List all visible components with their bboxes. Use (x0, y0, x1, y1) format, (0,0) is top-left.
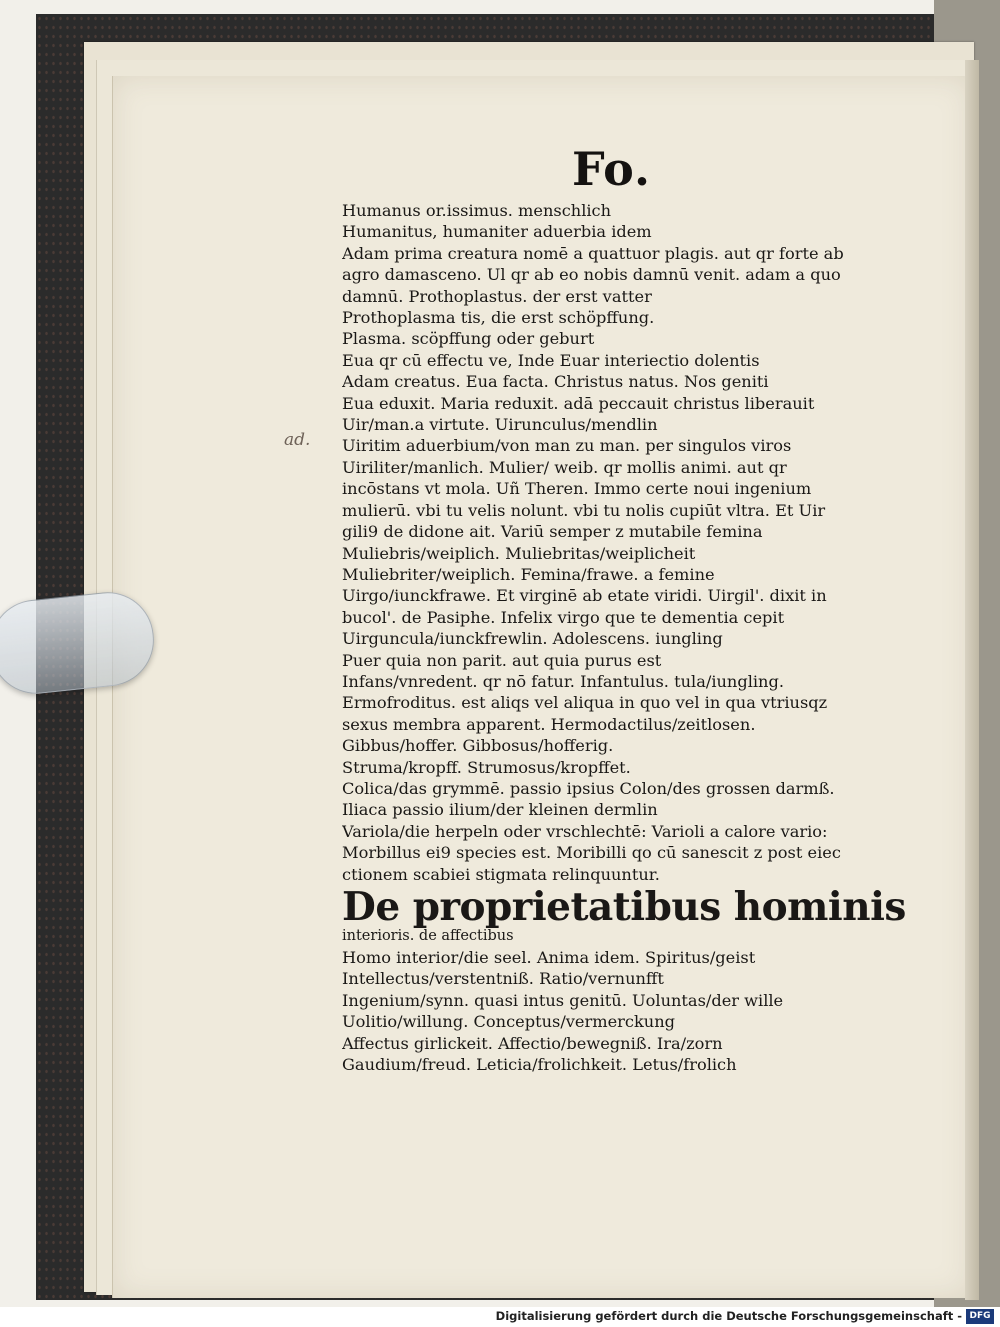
text-line: Prothoplasma tis, die erst schöpffung. (342, 308, 655, 328)
text-line: Adam prima creatura nomē a quattuor plagis. aut qr forte ab (342, 243, 844, 263)
section-heading: De proprietatibus hominis (342, 884, 906, 930)
text-line: Uolitio/willung. Conceptus/vermerckung (342, 1012, 675, 1032)
text-line: Infans/vnredent. qr nō fatur. Infantulus. tula/iungling. (342, 671, 784, 691)
text-line: Iliaca passio ilium/der kleinen dermlin (342, 800, 658, 820)
text-line: Eua qr cū effectu ve, Inde Euar interiectio dolentis (342, 350, 760, 370)
text-line: Affectus girlickeit. Affectio/bewegniß. Ira/zorn (342, 1033, 723, 1053)
text-block (342, 200, 906, 1075)
text-line: Uiritim aduerbium/von man zu man. per singulos viros (342, 436, 792, 456)
text-line: Ingenium/synn. quasi intus genitū. Uoluntas/der wille (342, 990, 784, 1010)
text-line: ctionem scabiei stigmata relinquuntur. (342, 864, 660, 884)
text-line: Humanus or.issimus. menschlich (342, 201, 612, 220)
text-line: bucol'. de Pasiphe. Infelix virgo que te dementia cepit (342, 607, 785, 627)
text-line: gili9 de didone ait. Variū semper z mutabile femina (342, 522, 763, 542)
section-subheading: interioris. de affectibus (342, 928, 514, 944)
text-line: damnū. Prothoplastus. der erst vatter (342, 286, 652, 306)
page-edge (965, 60, 979, 1300)
text-line: Puer quia non parit. aut quia purus est (342, 650, 662, 670)
text-line: Uirgo/iunckfrawe. Et virginē ab etate viridi. Uirgil'. dixit in (342, 586, 827, 606)
text-line: Uir/man.a virtute. Uirunculus/mendlin (342, 415, 658, 435)
folio-header: Fo. (572, 142, 652, 196)
footer-bar (0, 1307, 1000, 1327)
text-line: Uirguncula/iunckfrewlin. Adolescens. iungling (342, 629, 723, 649)
text-line: Gibbus/hoffer. Gibbosus/hofferig. (342, 736, 614, 756)
text-line: Ermofroditus. est aliqs vel aliqua in quo vel in qua vtriusqz (342, 693, 828, 713)
text-line: Plasma. scöpffung oder geburt (342, 329, 595, 349)
text-line: mulierū. vbi tu velis nolunt. vbi tu nolis cupiūt vltra. Et Uir (342, 500, 826, 520)
text-line: incōstans vt mola. Uñ Theren. Immo certe noui ingenium (342, 479, 812, 499)
text-line: Uiriliter/manlich. Mulier/ weib. qr mollis animi. aut qr (342, 457, 787, 477)
text-line: Morbillus ei9 species est. Moribilli qo cū sanescit z post eiec (342, 843, 841, 863)
text-line: sexus membra apparent. Hermodactilus/zeitlosen. (342, 714, 756, 734)
text-line: Homo interior/die seel. Anima idem. Spiritus/geist (342, 948, 756, 967)
text-line: Humanitus, humaniter aduerbia idem (342, 222, 652, 242)
text-line: Adam creatus. Eua facta. Christus natus. Nos geniti (342, 372, 769, 392)
text-line: Variola/die herpeln oder vrschlechtē: Varioli a calore vario: (342, 821, 828, 841)
text-line: Eua eduxit. Maria reduxit. adā peccauit christus liberauit (342, 393, 815, 413)
section-lines (342, 947, 902, 1075)
text-line: Colica/das grymmē. passio ipsius Colon/des grossen darmß. (342, 778, 835, 798)
body-lines (342, 200, 902, 885)
margin-annotation: ad. (284, 430, 311, 450)
text-line: Gaudium/freud. Leticia/frolichkeit. Letus/frolich (342, 1055, 737, 1075)
text-line: Intellectus/verstentniß. Ratio/vernunfft (342, 969, 664, 989)
text-line: Muliebriter/weiplich. Femina/frawe. a femine (342, 564, 715, 584)
text-line: Muliebris/weiplich. Muliebritas/weiplicheit (342, 543, 696, 563)
footer-credit: Digitalisierung gefördert durch die Deutsche Forschungsgemeinschaft - (495, 1309, 962, 1323)
text-line: Struma/kropff. Strumosus/kropffet. (342, 757, 631, 777)
text-line: agro damasceno. Ul qr ab eo nobis damnū venit. adam a quo (342, 265, 841, 285)
dfg-logo-icon: DFG (966, 1309, 994, 1324)
